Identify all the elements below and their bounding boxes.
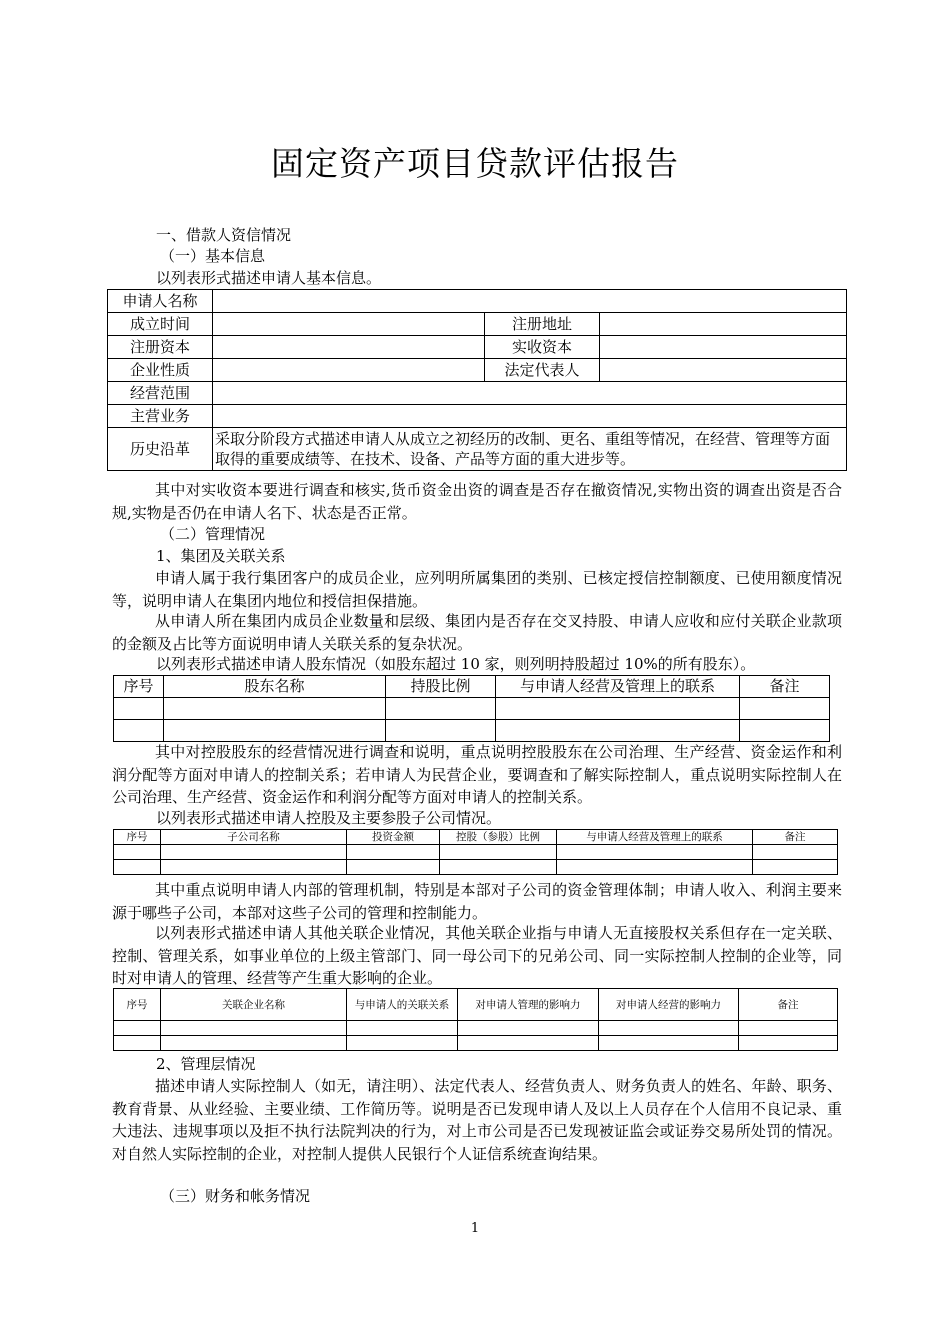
label-paid-capital: 实收资本 xyxy=(485,336,600,359)
table-row xyxy=(108,290,847,313)
table-row xyxy=(114,1036,838,1051)
table-header-row xyxy=(114,830,838,845)
value-established xyxy=(213,313,485,336)
subsection-basic-info: （一）基本信息 xyxy=(160,247,266,265)
table-row xyxy=(108,428,847,471)
table-row xyxy=(114,860,838,875)
shareholder-intro: 以列表形式描述申请人股东情况（如股东超过 10 家，则列明持股超过 10%的所有股东）。 xyxy=(156,655,756,673)
table-row xyxy=(108,405,847,428)
column-header: 备注 xyxy=(739,989,838,1021)
subsection-management: （二）管理情况 xyxy=(160,525,266,543)
column-header: 投资金额 xyxy=(347,830,440,845)
column-header: 与申请人经营及管理上的联系 xyxy=(557,830,753,845)
table-row xyxy=(108,313,847,336)
subsidiary-table xyxy=(113,829,838,875)
column-header: 关联企业名称 xyxy=(161,989,347,1021)
label-history: 历史沿革 xyxy=(108,428,213,471)
label-applicant-name: 申请人名称 xyxy=(108,290,213,313)
page-number: 1 xyxy=(470,1221,480,1236)
paragraph-internal-management: 其中重点说明申请人内部的管理机制，特别是本部对子公司的资金管理体制；申请人收入、利润主要来源于哪些子公司，本部对这些子公司的管理和控制能力。 xyxy=(112,881,842,922)
table-row xyxy=(114,845,838,860)
label-legal-rep: 法定代表人 xyxy=(485,359,600,382)
table-row xyxy=(114,698,830,720)
table-row xyxy=(108,336,847,359)
document-title: 固定资产项目贷款评估报告 xyxy=(271,144,679,183)
value-reg-capital xyxy=(213,336,485,359)
label-established: 成立时间 xyxy=(108,313,213,336)
value-history: 采取分阶段方式描述申请人从成立之初经历的改制、更名、重组等情况，在经营、管理等方面取得的重要成绩等、在技术、设备、产品等方面的重大进步等。 xyxy=(213,428,847,471)
section-heading-borrower: 一、借款人资信情况 xyxy=(156,226,292,244)
column-header: 对申请人经营的影响力 xyxy=(599,989,739,1021)
subsection-finance: （三）财务和帐务情况 xyxy=(160,1187,311,1205)
table-row xyxy=(114,720,830,742)
heading-management-team: 2、管理层情况 xyxy=(156,1055,256,1073)
value-main-business xyxy=(213,405,847,428)
column-header: 备注 xyxy=(740,676,830,698)
basic-info-intro: 以列表形式描述申请人基本信息。 xyxy=(156,269,382,287)
paragraph-management-team: 描述申请人实际控制人（如无，请注明）、法定代表人、经营负责人、财务负责人的姓名、年龄、职务、教育背景、从业经验、主要业绩、工作简历等。说明是否已发现申请人及以上人员存在个人信用不良记录、重大违法、违规事项以及拒不执行法院判决的行为，对上市公司是否已发现被证监会或证券交易所处罚的情况。对自然人实际控制的企业，对控制人提供人民银行个人证信系统查询结果。 xyxy=(112,1077,842,1163)
shareholder-table xyxy=(113,675,830,742)
column-header: 序号 xyxy=(114,830,161,845)
table-header-row xyxy=(114,676,830,698)
value-nature xyxy=(213,359,485,382)
table-header-row xyxy=(114,989,838,1021)
value-paid-capital xyxy=(600,336,847,359)
table-row xyxy=(108,359,847,382)
paragraph-group-complexity: 从申请人所在集团内成员企业数量和层级、集团内是否存在交叉持股、申请人应收和应付关联企业款项的金额及占比等方面说明申请人关联关系的复杂状况。 xyxy=(112,612,842,653)
label-reg-address: 注册地址 xyxy=(485,313,600,336)
paragraph-controlling-shareholder: 其中对控股股东的经营情况进行调查和说明，重点说明控股股东在公司治理、生产经营、资金运作和利润分配等方面对申请人的控制关系；若申请人为民营企业，要调查和了解实际控制人，重点说明实际控制人在公司治理、生产经营、资金运作和利润分配等方面对申请人的控制关系。 xyxy=(112,743,842,806)
related-company-table xyxy=(113,988,838,1051)
paragraph-capital-check: 其中对实收资本要进行调查和核实,货币资金出资的调查是否存在撤资情况,实物出资的调查出资是否合规,实物是否仍在申请人名下、状态是否正常。 xyxy=(112,481,842,522)
column-header: 备注 xyxy=(753,830,838,845)
column-header: 控股（参股）比例 xyxy=(440,830,557,845)
subsidiary-intro: 以列表形式描述申请人控股及主要参股子公司情况。 xyxy=(156,809,502,827)
table-row xyxy=(114,1021,838,1036)
heading-group-relations: 1、集团及关联关系 xyxy=(156,547,286,565)
label-reg-capital: 注册资本 xyxy=(108,336,213,359)
column-header: 序号 xyxy=(114,989,161,1021)
value-legal-rep xyxy=(600,359,847,382)
label-nature: 企业性质 xyxy=(108,359,213,382)
value-applicant-name xyxy=(213,290,847,313)
table-row xyxy=(108,382,847,405)
column-header: 持股比例 xyxy=(386,676,496,698)
column-header: 子公司名称 xyxy=(161,830,347,845)
column-header: 序号 xyxy=(114,676,164,698)
basic-info-table xyxy=(107,289,847,471)
column-header: 与申请人的关联关系 xyxy=(347,989,458,1021)
column-header: 与申请人经营及管理上的联系 xyxy=(496,676,740,698)
label-scope: 经营范围 xyxy=(108,382,213,405)
column-header: 对申请人管理的影响力 xyxy=(458,989,599,1021)
paragraph-group-member: 申请人属于我行集团客户的成员企业，应列明所属集团的类别、已核定授信控制额度、已使用额度情况等，说明申请人在集团内地位和授信担保措施。 xyxy=(112,569,842,610)
value-reg-address xyxy=(600,313,847,336)
paragraph-related-companies: 以列表形式描述申请人其他关联企业情况，其他关联企业指与申请人无直接股权关系但存在一定关联、控制、管理关系，如事业单位的上级主管部门、同一母公司下的兄弟公司、同一实际控制人控制的企业等，同时对申请人的管理、经营等产生重大影响的企业。 xyxy=(112,924,842,987)
label-main-business: 主营业务 xyxy=(108,405,213,428)
column-header: 股东名称 xyxy=(164,676,386,698)
value-scope xyxy=(213,382,847,405)
